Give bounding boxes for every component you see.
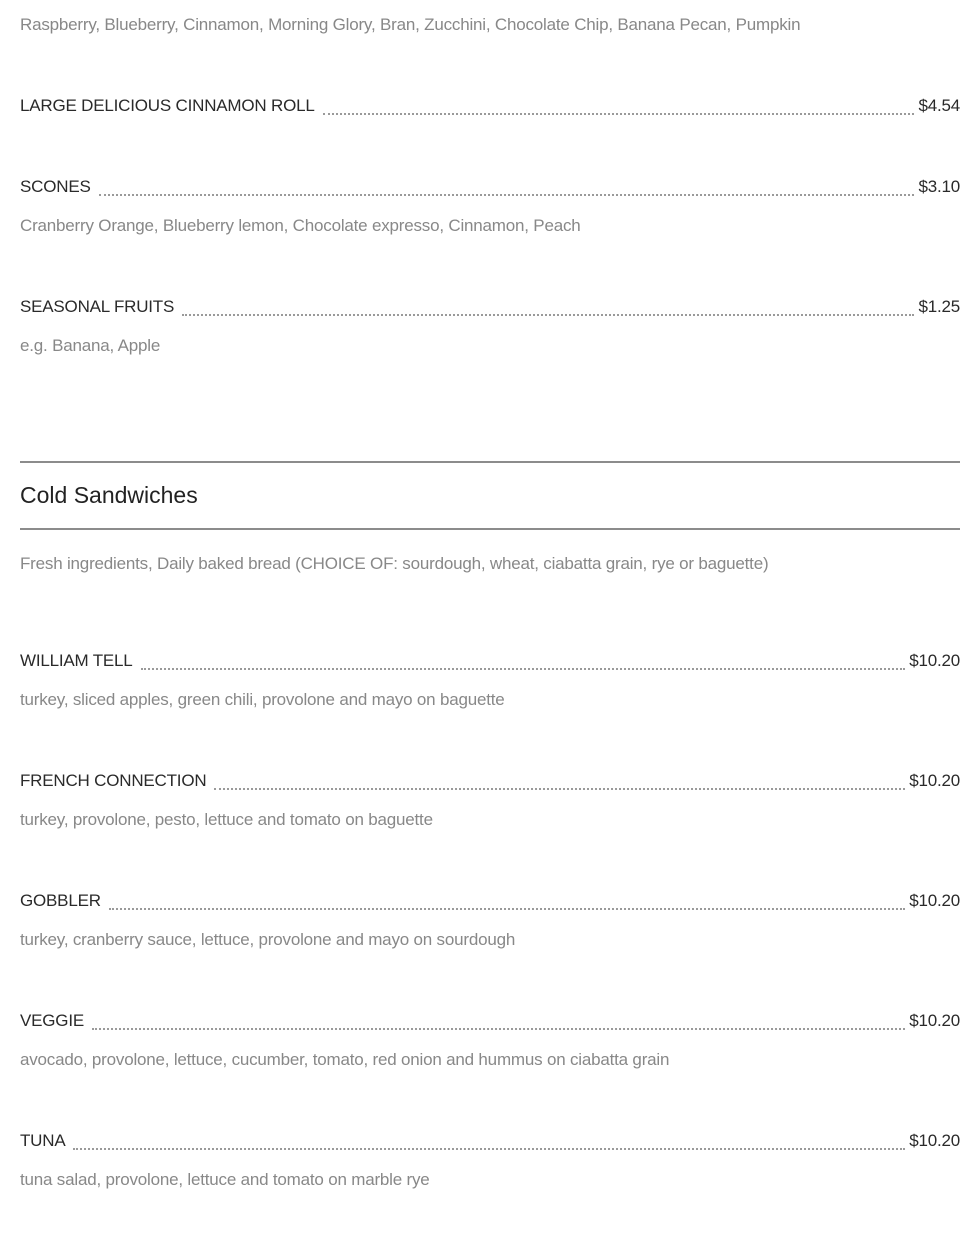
menu-item-veggie <box>20 1009 960 1033</box>
dot-leader <box>214 788 905 790</box>
menu-item-description: turkey, sliced apples, green chili, provolone and mayo on baguette <box>20 690 505 709</box>
menu-item-description: Cranberry Orange, Blueberry lemon, Chocolate expresso, Cinnamon, Peach <box>20 216 581 235</box>
menu-item-price: $10.20 <box>909 771 960 790</box>
menu-item-description: avocado, provolone, lettuce, cucumber, tomato, red onion and hummus on ciabatta grain <box>20 1050 670 1069</box>
section-intro: Fresh ingredients, Daily baked bread (CHOICE OF: sourdough, wheat, ciabatta grain, rye or baguette) <box>20 554 769 573</box>
menu-item-description: tuna salad, provolone, lettuce and tomato on marble rye <box>20 1170 430 1189</box>
menu-item-description: e.g. Banana, Apple <box>20 336 161 355</box>
menu-item-price: $4.54 <box>918 96 960 115</box>
menu-item-scones <box>20 175 960 199</box>
menu-item-name: WILLIAM TELL <box>20 649 139 673</box>
menu-item-price: $10.20 <box>909 1011 960 1030</box>
menu-item-price: $10.20 <box>909 1131 960 1150</box>
menu-item-description: turkey, provolone, pesto, lettuce and tomato on baguette <box>20 810 433 829</box>
menu-item-name: TUNA <box>20 1129 71 1153</box>
menu-item-name: GOBBLER <box>20 889 107 913</box>
menu-item-description: turkey, cranberry sauce, lettuce, provolone and mayo on sourdough <box>20 930 516 949</box>
menu-item-name: FRENCH CONNECTION <box>20 769 212 793</box>
menu-item-name: VEGGIE <box>20 1009 90 1033</box>
menu-item-price: $10.20 <box>909 651 960 670</box>
dot-leader <box>182 314 914 316</box>
dot-leader <box>73 1148 905 1150</box>
muffin-flavors: Raspberry, Blueberry, Cinnamon, Morning Glory, Bran, Zucchini, Chocolate Chip, Banana Pecan, Pumpkin <box>20 15 801 34</box>
section-divider-top <box>20 461 960 463</box>
menu-item-french-connection <box>20 769 960 793</box>
menu-item-william-tell <box>20 649 960 673</box>
section-title: Cold Sandwiches <box>20 482 198 508</box>
menu-item-price: $10.20 <box>909 891 960 910</box>
menu-item-tuna <box>20 1129 960 1153</box>
menu-item-price: $3.10 <box>918 177 960 196</box>
dot-leader <box>141 668 906 670</box>
dot-leader <box>109 908 905 910</box>
menu-item-name: LARGE DELICIOUS CINNAMON ROLL <box>20 94 321 118</box>
menu-item-seasonal-fruits <box>20 295 960 319</box>
dot-leader <box>323 113 915 115</box>
menu-item-gobbler <box>20 889 960 913</box>
dot-leader <box>92 1028 905 1030</box>
section-divider-bottom <box>20 528 960 530</box>
menu-item-name: SCONES <box>20 175 97 199</box>
dot-leader <box>99 194 915 196</box>
menu-item-cinnamon-roll <box>20 94 960 118</box>
menu-item-price: $1.25 <box>918 297 960 316</box>
menu-item-name: SEASONAL FRUITS <box>20 295 180 319</box>
